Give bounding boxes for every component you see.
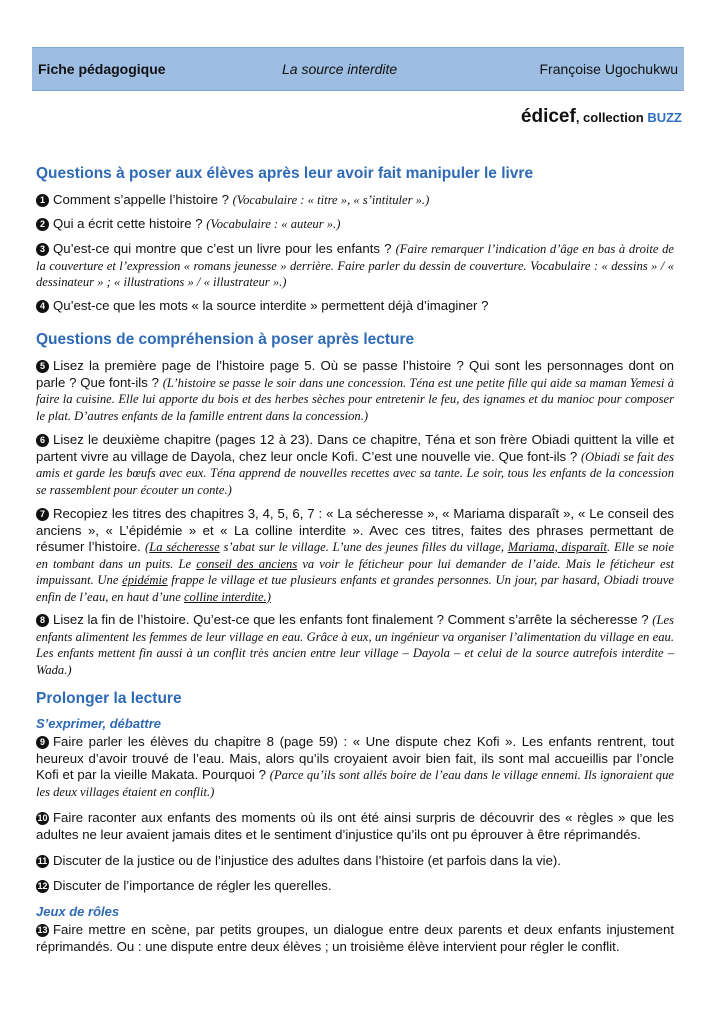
subsection-title-jeux-de-roles: Jeux de rôles xyxy=(36,904,120,919)
question-text: Lisez la fin de l’histoire. Qu’est-ce que les enfants font finalement ? Comment s’arrête la sécheresse ? xyxy=(53,612,653,627)
chapter-title-underlined: colline interdite.) xyxy=(183,589,271,604)
number-badge: 3 xyxy=(36,243,49,256)
teacher-note: (Faire remarquer l’indication d’âge en bas à droite de la couverture et l’expression « romans jeunesse » derrière. Faire parler du dessin de couverture. Vocabulaire : « dessins » / « dessinateur » ; « illustrations » / « illustrateur ».) xyxy=(36,242,674,289)
number-badge: 13 xyxy=(37,925,48,935)
subsection-title-debattre: S’exprimer, débattre xyxy=(36,716,161,731)
chapter-title-underlined: conseil des anciens xyxy=(196,556,298,571)
question-7 xyxy=(36,506,674,605)
teacher-note: (L’histoire se passe le soir dans une concession. Téna est une petite fille qui aide sa maman Yemesi à faire la cuisine. Elle lui apporte du bois et des herbes sèches pour entretenir le feu, des ignames et du manioc pour composer le plat. D’autres enfants de la famille entrent dans la concession.) xyxy=(36,375,674,423)
section-title-prolonger: Prolonger la lecture xyxy=(36,690,182,707)
number-badge: 11 xyxy=(37,856,48,866)
question-text: Discuter de l’importance de régler les querelles. xyxy=(53,878,332,893)
question-1 xyxy=(36,192,674,209)
question-4 xyxy=(36,298,674,315)
publisher-line xyxy=(521,106,682,128)
teacher-note: (Obiadi se fait des amis et garde les bœufs avec eux. Téna apprend de nouvelles recettes avec sa tante. Le soir, tous les enfants de la concession se rassemblent pour écouter un conte.) xyxy=(36,449,674,497)
number-badge: 6 xyxy=(36,434,49,447)
question-text: Qu’est-ce que les mots « la source interdite » permettent déjà d’imaginer ? xyxy=(53,298,489,313)
section-title-manipulation: Questions à poser aux élèves après leur avoir fait manipuler le livre xyxy=(36,165,534,182)
header-author: Françoise Ugochukwu xyxy=(539,61,678,77)
question-12 xyxy=(36,878,674,895)
number-badge: 7 xyxy=(36,508,49,521)
question-11 xyxy=(36,853,674,870)
collection-prefix: , collection xyxy=(575,110,648,125)
number-badge: 10 xyxy=(37,813,48,823)
question-6 xyxy=(36,432,674,498)
number-badge: 9 xyxy=(36,736,49,749)
note-part: ( xyxy=(145,540,150,554)
question-5 xyxy=(36,358,674,424)
chapter-title-underlined: Mariama, disparaît xyxy=(507,540,608,554)
question-10 xyxy=(36,810,674,843)
question-text: Lisez le deuxième chapitre (pages 12 à 23). Dans ce chapitre, Téna et son frère Obiadi quittent la ville et partent vivre au village de Dayola, chez leur oncle Kofi. C’est une nouvelle vie. Que font-ils ? xyxy=(36,432,674,464)
note-part: . Elle se noie en tombant dans un puits. Le xyxy=(36,540,674,571)
number-badge: 12 xyxy=(37,881,48,891)
question-text: Lisez la première page de l’histoire page 5. Où se passe l’histoire ? Qui sont les personnages dont on parle ? Que font-ils ? xyxy=(36,358,674,390)
note-part: va voir le féticheur pour lui demander de l’aide. Mais le féticheur est impuissant. Une xyxy=(36,556,674,587)
collection-name: BUZZ xyxy=(647,110,682,125)
question-text: Recopiez les titres des chapitres 3, 4, 5, 6, 7 : « La sécheresse », « Mariama disparaît », « Le conseil des anciens », « L’épidémie » et « La colline interdite ». Avec ces titres, faites des phrases permettant de résumer l’histoire. xyxy=(36,506,674,554)
question-13 xyxy=(36,922,674,955)
question-text: Faire raconter aux enfants des moments où ils ont été ainsi surpris de découvrir des « règles » que les adultes ne leur avaient jamais dites et le sentiment d’injustice qu’ils ont pu éprouver à être réprimandés. xyxy=(36,810,674,842)
question-8 xyxy=(36,612,674,678)
number-badge: 4 xyxy=(36,300,49,313)
number-badge: 2 xyxy=(36,218,49,231)
question-text: Qu’est-ce qui montre que c’est un livre pour les enfants ? xyxy=(53,241,396,256)
question-text: Qui a écrit cette histoire ? xyxy=(53,216,207,231)
question-9 xyxy=(36,734,674,800)
section-title-comprehension: Questions de compréhension à poser après lecture xyxy=(36,331,415,348)
note-part: frappe le village et tue plusieurs enfants et grandes personnes. Un jour, par hasard, Obiadi trouve enfin de l’eau, en haut d’une xyxy=(36,573,674,604)
question-3 xyxy=(36,241,674,291)
note-part: s’abat sur le village. L’une des jeunes filles du village, xyxy=(219,540,508,554)
question-text: Discuter de la justice ou de l’injustice des adultes dans l’histoire (et parfois dans la vie). xyxy=(53,853,561,868)
header-book-title: La source interdite xyxy=(282,61,398,77)
header-bar xyxy=(32,47,684,91)
teacher-note: (Les enfants alimentent les femmes de leur village en eau. Grâce à eux, un ingénieur va organiser l’alimentation du village en eau. Les enfants mettent fin aussi à un conflit très ancien entre leur village – Dayola – et celui de la source autrefois interdite – Wada.) xyxy=(36,613,674,677)
teacher-note: (Parce qu’ils sont allés boire de l’eau dans le village ennemi. Ils ignoraient que les deux villages étaient en conflit.) xyxy=(36,768,674,799)
question-text: Faire mettre en scène, par petits groupes, un dialogue entre deux parents et deux enfants injustement réprimandés. Ou : une dispute entre deux élèves ; un troisième élève intervient pour régler le conflit. xyxy=(36,922,674,954)
number-badge: 5 xyxy=(36,360,49,373)
number-badge: 8 xyxy=(36,614,49,627)
question-text: Comment s’appelle l’histoire ? xyxy=(53,192,233,207)
header-left-label: Fiche pédagogique xyxy=(38,61,166,77)
chapter-title-underlined: La sécheresse xyxy=(149,540,220,554)
question-2 xyxy=(36,216,674,233)
chapter-title-underlined: épidémie xyxy=(122,573,168,587)
number-badge: 1 xyxy=(36,194,49,207)
publisher-brand: édicef xyxy=(520,106,576,127)
teacher-note: (Vocabulaire : « titre », « s’intituler ».) xyxy=(232,193,430,207)
teacher-note: (Vocabulaire : « auteur ».) xyxy=(206,217,341,231)
question-text: Faire parler les élèves du chapitre 8 (page 59) : « Une dispute chez Kofi ». Les enfants rentrent, tout heureux d’avoir trouvé de l’eau. Mais, alors qu’ils croyaient avoir bien fait, ils sont mal accueillis par l’oncle Kofi et par la vieille Makata. Pourquoi ? xyxy=(36,734,674,782)
